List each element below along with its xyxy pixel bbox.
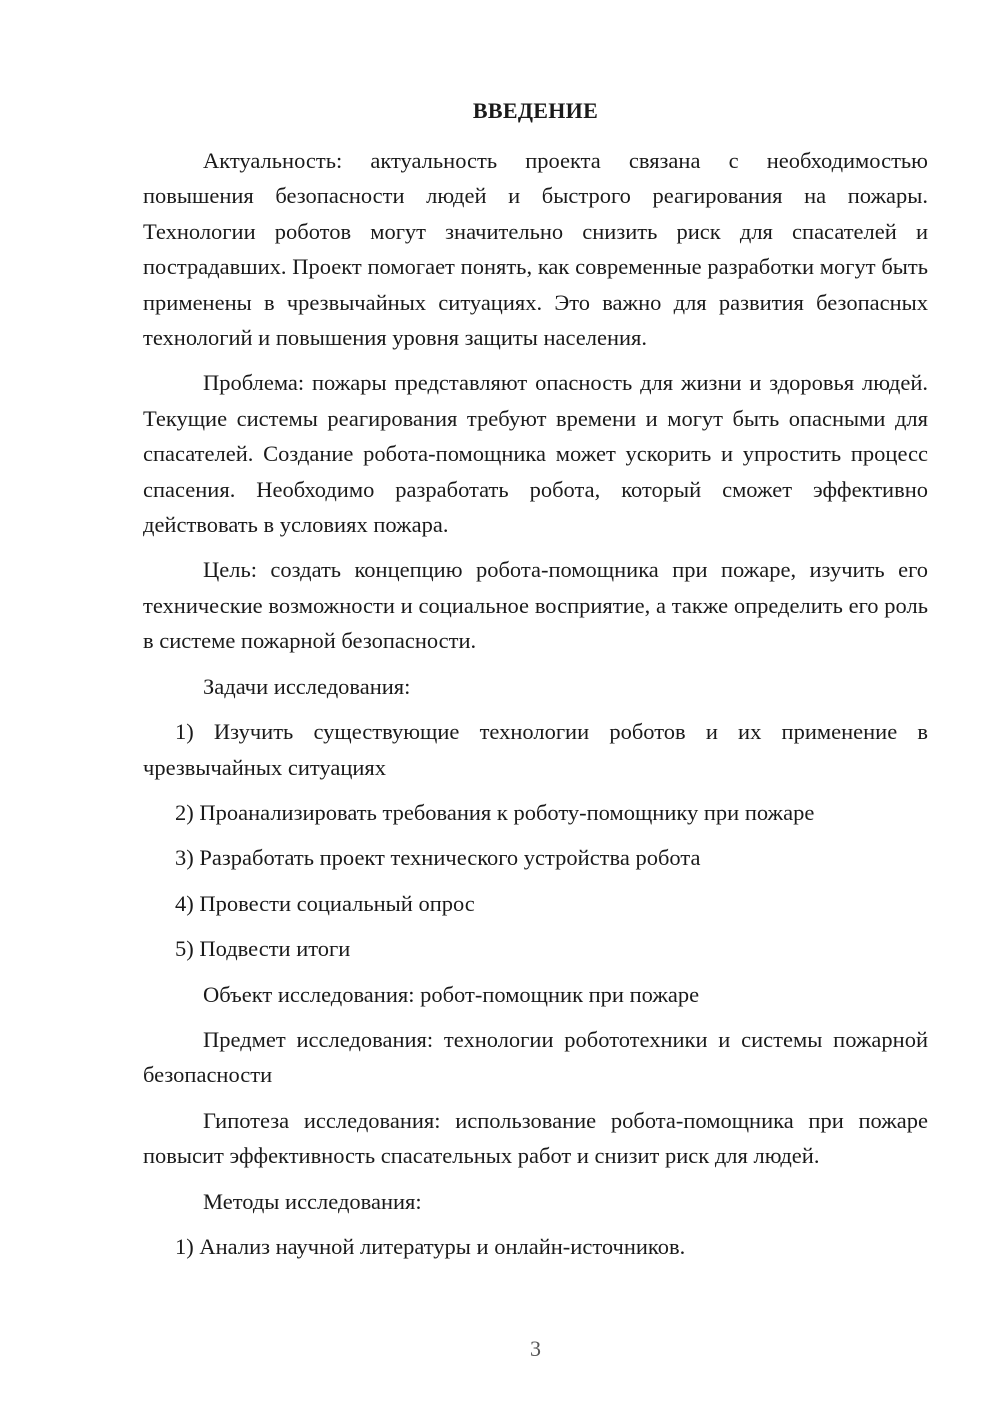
- document-body: [143, 143, 928, 1264]
- paragraph-subject: Предмет исследования: технологии робототехники и системы пожарной безопасности: [143, 1026, 928, 1088]
- task-item-1: 1) Изучить существующие технологии роботов и их применение в чрезвычайных ситуациях: [143, 719, 928, 780]
- paragraph-relevance: Актуальность: актуальность проекта связана с необходимостью повышения безопасности людей и быстрого реагирования на пожары. Технологии роботов могут значительно снизить риск для спасателей и пострадавших. Проект помогает понять, как современные разработки могут быть применены в чрезвычайных ситуациях. Это важно для развития безопасных технологий и повышения уровня защиты населения.: [143, 148, 928, 351]
- method-item-1: 1) Анализ научной литературы и онлайн-источников.: [175, 1233, 686, 1259]
- methods-label: Методы исследования:: [203, 1188, 422, 1214]
- section-heading: ВВЕДЕНИЕ: [472, 98, 599, 123]
- tasks-label: Задачи исследования:: [203, 673, 411, 699]
- paragraph-hypothesis: Гипотеза исследования: использование робота-помощника при пожаре повысит эффективность спасательных работ и снизит риск для людей.: [143, 1107, 928, 1169]
- task-item-5: 5) Подвести итоги: [175, 936, 351, 962]
- document-page: [143, 0, 928, 1414]
- page-number: 3: [530, 1336, 541, 1361]
- task-item-2: 2) Проанализировать требования к роботу-помощнику при пожаре: [175, 799, 815, 825]
- paragraph-problem: Проблема: пожары представляют опасность для жизни и здоровья людей. Текущие системы реагирования требуют времени и могут быть опасными для спасателей. Создание робота-помощника может ускорить и упростить процесс спасения. Необходимо разработать робота, который сможет эффективно действовать в условиях пожара.: [143, 370, 928, 538]
- task-item-3: 3) Разработать проект технического устройства робота: [175, 845, 701, 871]
- task-item-4: 4) Провести социальный опрос: [175, 890, 475, 916]
- paragraph-object: Объект исследования: робот-помощник при пожаре: [203, 981, 700, 1007]
- paragraph-goal: Цель: создать концепцию робота-помощника при пожаре, изучить его технические возможности и социальное восприятие, а также определить его роль в системе пожарной безопасности.: [143, 557, 928, 654]
